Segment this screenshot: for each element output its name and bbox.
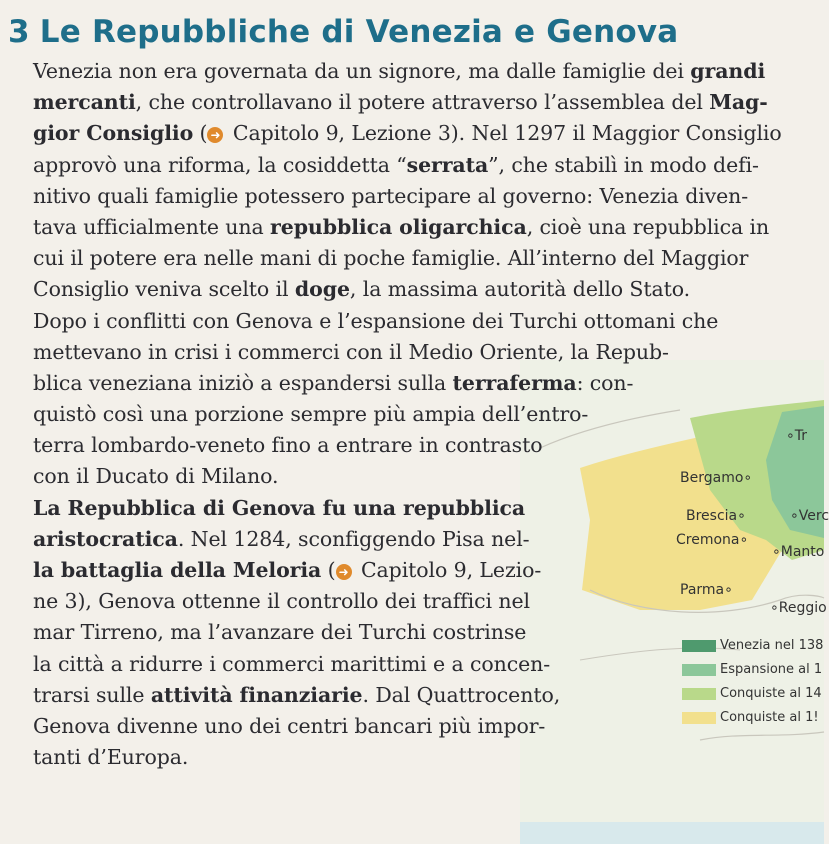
text-run: tava ufficialmente una	[33, 214, 271, 239]
text-run: , cioè una repubblica in	[526, 214, 770, 239]
text-run: con il Ducato di Milano.	[33, 464, 279, 489]
bold-term: la battaglia della Meloria	[33, 558, 322, 582]
text-run: . Dal Quattrocento,	[362, 682, 561, 707]
bold-term: La Repubblica di Genova fu una repubblica	[33, 495, 526, 520]
text-run: Capitolo 9, Lezione 3). Nel 1297 il Maggior Consiglio	[226, 121, 782, 146]
legend-swatch	[682, 712, 716, 724]
legend-swatch	[682, 664, 716, 676]
bold-term: serrata	[406, 152, 489, 177]
text-run: blica veneziana iniziò a espandersi sulla	[33, 370, 453, 395]
text-run: ne 3), Genova ottenne il controllo dei traffici nel	[33, 589, 530, 614]
text-line	[33, 181, 803, 212]
text-line	[33, 212, 803, 243]
text-line	[33, 118, 803, 149]
map-place-label	[680, 582, 733, 598]
bold-term: Mag-	[709, 90, 768, 115]
text-run: cui il potere era nelle mani di poche famiglie. All’interno del Maggior	[33, 246, 749, 271]
legend-label: Conquiste al 14	[720, 686, 822, 701]
city-dot-icon: ∘	[739, 532, 749, 548]
bold-term: grandi	[690, 59, 766, 83]
text-run: , che controllavano il potere attraverso l’assemblea del	[135, 90, 710, 115]
text-run: nitivo quali famiglie potessero partecipare al governo: Venezia diven-	[33, 183, 749, 208]
text-run: tanti d’Europa.	[33, 745, 189, 770]
map-place-label	[786, 428, 807, 444]
text-run: approvò una riforma, la cosiddetta “	[33, 152, 407, 177]
city-dot-icon: ∘	[737, 508, 746, 524]
section-heading	[8, 14, 678, 50]
text-run: mar Tirreno, ma l’avanzare dei Turchi costrinse	[33, 620, 527, 645]
text-run: quistò così una porzione sempre più ampia dell’entro-	[33, 402, 589, 427]
place-name: Tr	[794, 428, 808, 444]
place-name: Brescia	[686, 508, 738, 524]
bold-term: terraferma	[452, 370, 577, 395]
bold-term: gior Consiglio	[33, 121, 194, 146]
text-run: la città a ridurre i commerci marittimi e a concen-	[33, 651, 551, 676]
text-run: trarsi sulle	[33, 682, 151, 707]
text-line	[33, 399, 803, 430]
city-dot-icon: ∘	[790, 508, 799, 524]
legend-label: Venezia nel 138	[720, 638, 824, 653]
bold-term: doge	[294, 277, 350, 302]
text-run: ”, che stabilì in modo defi-	[488, 152, 759, 177]
map-place-label	[772, 544, 824, 560]
text-run: (	[193, 121, 208, 146]
place-name: Cremona	[676, 532, 740, 548]
text-line	[33, 87, 803, 118]
city-dot-icon: ∘	[772, 544, 781, 560]
text-line	[33, 243, 803, 274]
map-place-label	[790, 508, 829, 524]
map-place-label	[676, 532, 748, 548]
legend-label: Espansione al 1	[720, 662, 823, 677]
text-line	[33, 430, 803, 461]
legend-label: Conquiste al 1!	[720, 710, 819, 725]
text-run: Capitolo 9, Lezio-	[354, 558, 542, 582]
cross-reference-arrow-icon: ➜	[207, 127, 223, 143]
map-place-label	[686, 508, 746, 524]
text-line	[33, 306, 803, 337]
bold-term: attività finanziarie	[150, 682, 363, 707]
text-run: Genova divenne uno dei centri bancari più impor-	[33, 713, 546, 738]
place-name: Reggio	[778, 600, 827, 616]
text-run: mettevano in crisi i commerci con il Medio Oriente, la Repub-	[33, 339, 669, 364]
map-place-label	[770, 600, 827, 616]
place-name: Verc	[798, 508, 829, 524]
bold-term: repubblica oligarchica	[270, 214, 527, 239]
section-title: Le Repubbliche di Venezia e Genova	[39, 14, 679, 50]
map-sea	[520, 822, 824, 844]
map-place-label	[680, 470, 752, 486]
text-run: Consiglio veniva scelto il	[33, 277, 295, 302]
legend-swatch	[682, 640, 716, 652]
bold-term: mercanti	[33, 90, 136, 115]
text-line	[33, 742, 803, 773]
text-line	[33, 368, 803, 399]
city-dot-icon: ∘	[724, 582, 733, 598]
section-number: 3	[8, 14, 30, 50]
text-run: , la massima autorità dello Stato.	[349, 277, 691, 302]
bold-term: aristocratica	[33, 526, 178, 551]
city-dot-icon: ∘	[786, 428, 795, 444]
place-name: Bergamo	[680, 470, 744, 486]
text-line	[33, 150, 803, 181]
text-run: Dopo i conflitti con Genova e l’espansione dei Turchi ottomani che	[33, 308, 719, 333]
place-name: Manto	[780, 544, 825, 560]
text-line	[33, 337, 803, 368]
city-dot-icon: ∘	[743, 470, 753, 486]
city-dot-icon: ∘	[770, 600, 779, 616]
text-run: : con-	[576, 370, 634, 395]
legend-swatch	[682, 688, 716, 700]
text-line	[33, 274, 803, 305]
text-run: . Nel 1284, sconfiggendo Pisa nel-	[177, 526, 530, 551]
text-run: terra lombardo-veneto fino a entrare in contrasto	[33, 433, 543, 458]
text-run: Venezia non era governata da un signore, ma dalle famiglie dei	[33, 59, 691, 83]
cross-reference-arrow-icon: ➜	[336, 564, 352, 580]
text-line	[33, 56, 803, 87]
text-run: (	[321, 558, 336, 582]
place-name: Parma	[680, 582, 725, 598]
